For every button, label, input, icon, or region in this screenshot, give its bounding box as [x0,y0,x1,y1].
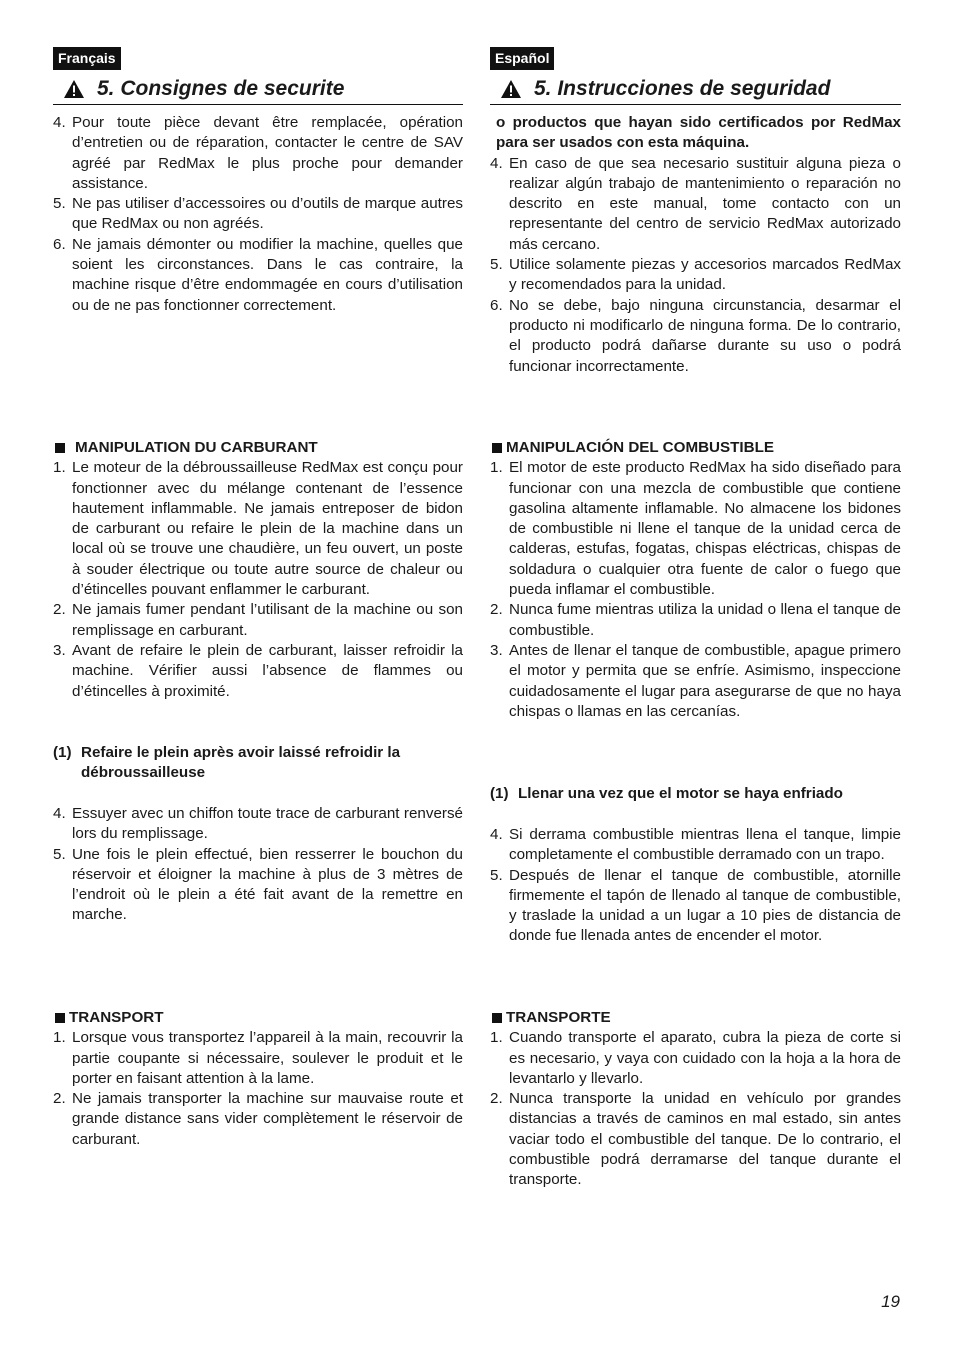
section-heading: TRANSPORT [53,1008,463,1028]
list-item: 2. Nunca fume mientras utiliza la unidad o llena el tanque de combustible. [490,601,901,639]
warning-icon [63,79,85,99]
list-item: 5. Utilice solamente piezas y accesorios marcados RedMax y recomendados para la unidad. [490,256,901,294]
list-item: 2. Ne jamais fumer pendant l’utilisant de la machine ou son remplissage en carburant. [53,601,463,639]
section-title-text: 5. Instrucciones de seguridad [534,77,831,100]
list-item: 5. Ne pas utiliser d’accessoires ou d’outils de marque autres que RedMax ou non agréés. [53,195,463,233]
fuel-subheading: (1) Llenar una vez que el motor se haya enfriado [490,785,843,802]
section-title [490,76,901,105]
safety-list [490,113,901,377]
section-title-text: 5. Consignes de securite [97,77,345,100]
list-item: 4. Pour toute pièce devant être remplacée, opération d’entretien ou de réparation, contacter le centre de SAV agréé par RedMax le plus proche pour demander assistance. [53,114,463,192]
fuel-subheading: (1) Refaire le plein après avoir laissé refroidir la débroussailleuse [53,744,401,782]
list-item: 1. Lorsque vous transportez l’appareil à la main, recouvrir la partie coupante si nécessaire, soulever le produit et le porter en faisant attention à la lame. [53,1029,463,1087]
fuel-section [490,438,901,722]
section-heading: MANIPULACIÓN DEL COMBUSTIBLE [490,438,901,458]
fuel-list-continued [490,825,901,947]
list-item: 4. Si derrama combustible mientras llena el tanque, limpie completamente el combustible derramado con un trapo. [490,826,901,864]
page-number: 19 [881,1292,900,1311]
safety-list [53,113,463,316]
square-bullet-icon [55,1013,65,1023]
square-bullet-icon [492,1013,502,1023]
square-bullet-icon [492,443,502,453]
section-heading: TRANSPORTE [490,1008,901,1028]
language-tag: Français [53,47,121,70]
list-item: 3. Antes de llenar el tanque de combustible, apague primero el motor y permita que se enfríe. Asimismo, inspeccione cuidadosamente el lugar para asegurarse de que no haya chispas o llamas en las cercanías. [490,641,901,720]
list-item: 4. En caso de que sea necesario sustituir alguna pieza o realizar algún trabajo de mantenimiento o reparación no descrito en este manual, tome contacto con un representante del centro de servicio RedMax autorizado más cercano. [490,154,901,253]
section-title [53,76,463,105]
list-item: 2. Nunca transporte la unidad en vehículo por grandes distancias a través de caminos en mal estado, sin antes vaciar todo el combustible del tanque. De lo contrario, el combustible podrá derramarse del tanque durante el transporte. [490,1090,901,1189]
transport-section [53,1008,463,1150]
list-item: 4. Essuyer avec un chiffon toute trace de carburant renversé lors du remplissage. [53,805,463,843]
section-heading: MANIPULATION DU CARBURANT [53,438,463,458]
list-item: 6. No se debe, bajo ninguna circunstancia, desarmar el producto ni modificarlo de ninguna forma. De lo contrario, el producto podrá dañarse durante su uso o podrá funcionar incorrectamente. [490,296,901,375]
transport-section [490,1008,901,1191]
list-item: 1. Cuando transporte el aparato, cubra la pieza de corte si es necesario, y vaya con cuidado con la hoja a la hora de levantarlo y llevarlo. [490,1029,901,1087]
language-tag: Español [490,47,554,70]
list-item: 1. Le moteur de la débroussailleuse RedMax est conçu pour fonctionner avec du mélange contenant de l’essence hautement inflammable. Ne jamais entreposer de bidon de carburant ou refaire le plein de la machine dans un local où se trouve une chaudière, un feu ouvert, un poste à souder électrique ou toute autre source de chaleur ou d’étincelles pouvant enflammer le carburant. [53,459,463,599]
list-item: 2. Ne jamais transporter la machine sur mauvaise route et grande distance sans vider complètement le réservoir de carburant. [53,1090,463,1148]
list-item: 5. Une fois le plein effectué, bien resserrer le bouchon du réservoir et éloigner la machine à plus de 3 mètres de l’endroit où le plein a été fait avant de la remettre en marche. [53,845,463,924]
warning-icon [500,79,522,99]
list-item: 6. Ne jamais démonter ou modifier la machine, quelles que soient les circonstances. Dans le cas contraire, la machine risque d’être endommagée en cours d’utilisation ou de ne pas fonctionner correctement. [53,235,463,314]
fuel-section [53,438,463,702]
list-item: 5. Después de llenar el tanque de combustible, atornille firmemente el tapón de llenado al tanque de combustible, y traslade la unidad a un lugar a 10 pies de distancia de donde fue llenada antes de encender el motor. [490,866,901,945]
lead-paragraph: o productos que hayan sido certificados por RedMax para ser usados con esta máquina. [496,114,901,152]
list-item: 3. Avant de refaire le plein de carburant, laisser refroidir la machine. Vérifier aussi l’absence de flammes ou d’étincelles à proximité. [53,641,463,700]
list-item: 1. El motor de este producto RedMax ha sido diseñado para funcionar con una mezcla de combustible que contiene gasolina altamente inflamable. No almacene los bidones de combustible ni llene el tanque de la unidad cerca de calderas, estufas, fogatas, chispas eléctricas, chispas de soldadura o cualquier otra fuente de calor o fuego que pueda inflamar el combustible. [490,459,901,599]
fuel-list-continued [53,804,463,926]
square-bullet-icon [55,443,65,453]
